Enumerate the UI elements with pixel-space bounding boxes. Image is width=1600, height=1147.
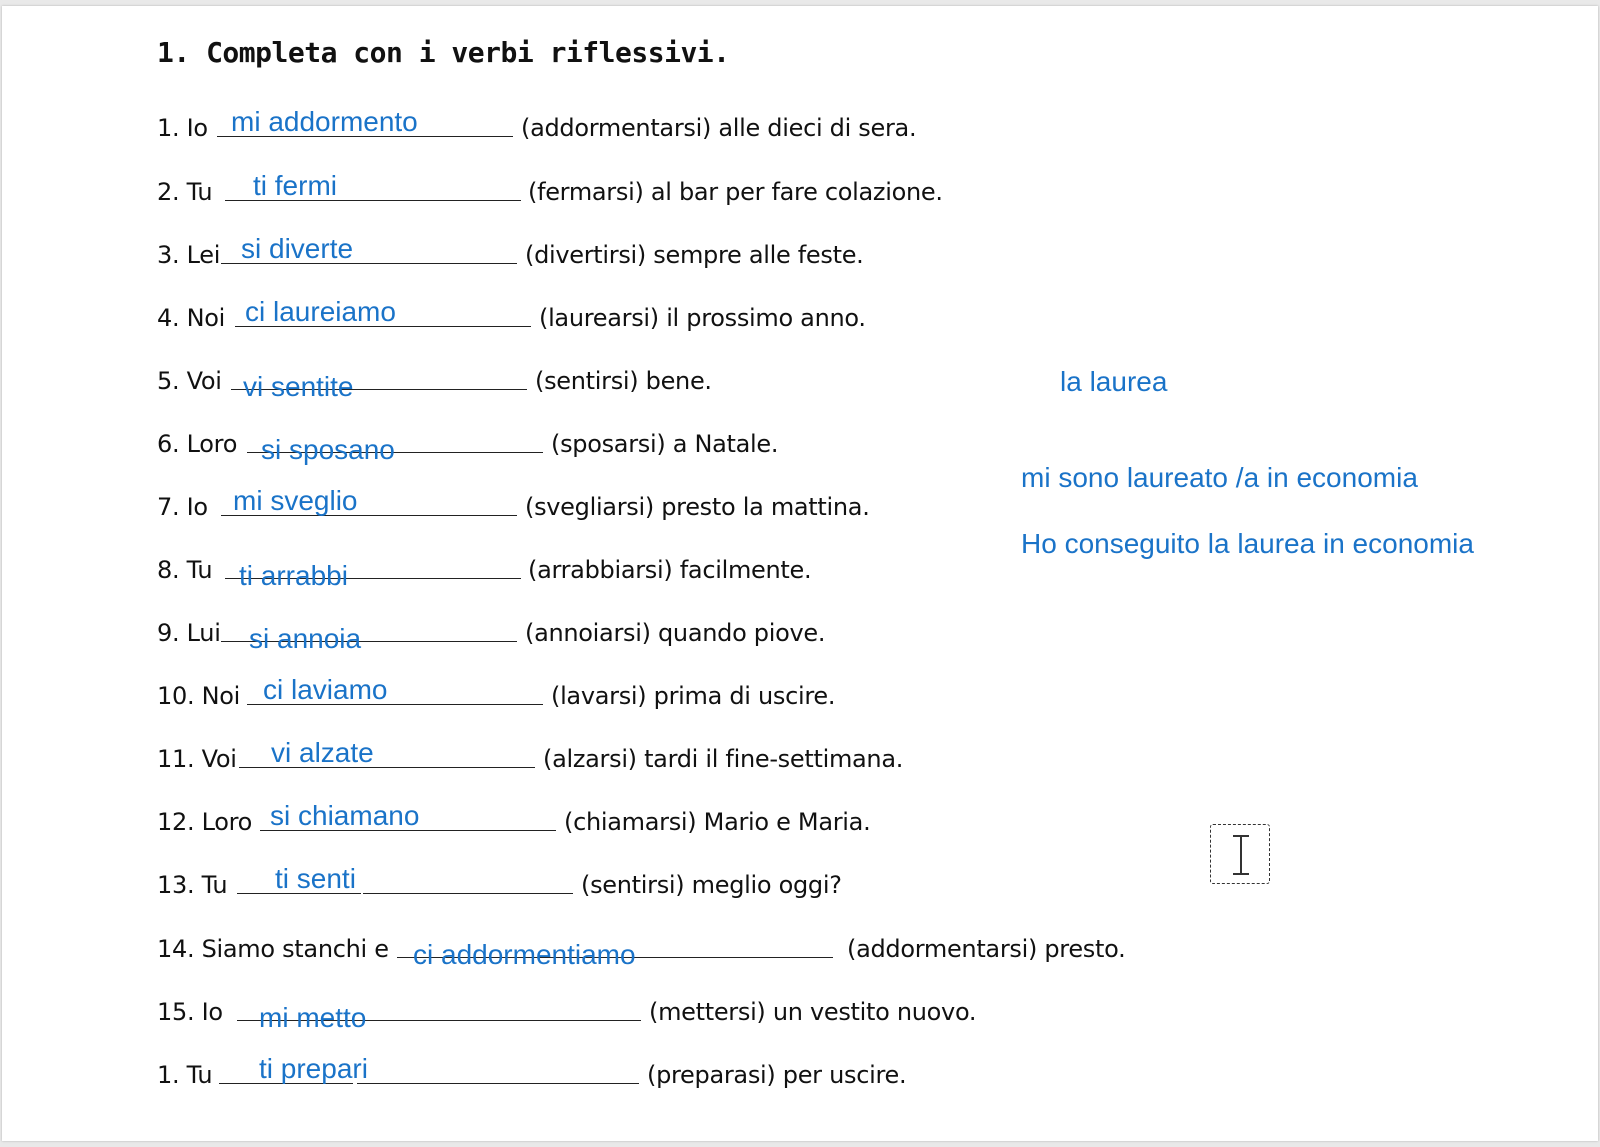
row-hint: (divertirsi) sempre alle feste. [525, 241, 864, 269]
answer-blank[interactable] [221, 229, 517, 264]
answer-text: si diverte [241, 233, 354, 264]
row-hint: (preparasi) per uscire. [647, 1061, 907, 1089]
answer-text: mi sveglio [233, 485, 358, 516]
answer-text: si annoia [249, 623, 362, 654]
worksheet-page [2, 6, 1598, 1141]
answer-blank-extension [363, 859, 573, 894]
row-prefix: 14. Siamo stanchi e [157, 935, 389, 963]
row-prefix: 10. Noi [157, 682, 241, 710]
answer-blank[interactable] [237, 859, 361, 894]
row-hint: (laurearsi) il prossimo anno. [539, 304, 866, 332]
answer-blank[interactable] [237, 986, 641, 1033]
answer-blank[interactable] [239, 733, 535, 768]
text-box-placeholder[interactable] [1210, 824, 1270, 884]
answer-text: ti prepari [259, 1053, 368, 1084]
answer-blank[interactable] [247, 418, 543, 465]
answer-text: vi sentite [243, 371, 354, 402]
row-hint: (svegliarsi) presto la mattina. [525, 493, 870, 521]
answer-blank-extension [357, 1049, 639, 1084]
row-prefix: 13. Tu [157, 871, 228, 899]
side-note-conseguito: Ho conseguito la laurea in economia [1021, 528, 1474, 559]
answer-text: vi alzate [271, 737, 374, 768]
row-hint: (mettersi) un vestito nuovo. [649, 998, 977, 1026]
answer-blank[interactable] [225, 166, 521, 201]
row-hint: (fermarsi) al bar per fare colazione. [528, 178, 943, 206]
answer-blank[interactable] [247, 670, 543, 705]
row-prefix: 5. Voi [157, 367, 222, 395]
row-prefix: 2. Tu [157, 178, 213, 206]
row-prefix: 11. Voi [157, 745, 237, 773]
answer-blank[interactable] [260, 796, 556, 831]
row-prefix: 8. Tu [157, 556, 213, 584]
row-hint: (sentirsi) bene. [535, 367, 712, 395]
answer-text: ti arrabbi [239, 560, 348, 591]
answer-text: ci laureiamo [245, 296, 396, 327]
answer-blank[interactable] [235, 292, 531, 327]
row-hint: (annoiarsi) quando piove. [525, 619, 826, 647]
answer-text: mi metto [259, 1002, 367, 1033]
row-hint: (addormentarsi) alle dieci di sera. [521, 114, 917, 142]
text-cursor-icon [1229, 833, 1253, 877]
side-note-laureato: mi sono laureato /a in economia [1021, 462, 1418, 493]
answer-blank[interactable] [217, 102, 513, 137]
row-prefix: 7. Io [157, 493, 208, 521]
answer-blank[interactable] [219, 1049, 368, 1084]
row-hint: (sposarsi) a Natale. [551, 430, 779, 458]
row-hint: (alzarsi) tardi il fine-settimana. [543, 745, 904, 773]
answer-blank[interactable] [231, 355, 527, 402]
exercise-heading: 1. Completa con i verbi riflessivi. [157, 36, 730, 69]
answer-text: si sposano [261, 434, 395, 465]
answer-text: ti fermi [253, 170, 337, 201]
row-hint: (lavarsi) prima di uscire. [551, 682, 836, 710]
row-prefix: 9. Lui [157, 619, 221, 647]
row-prefix: 4. Noi [157, 304, 226, 332]
row-hint: (sentirsi) meglio oggi? [581, 871, 842, 899]
answer-blank[interactable] [221, 481, 517, 516]
row-hint: (addormentarsi) presto. [847, 935, 1126, 963]
row-prefix: 15. Io [157, 998, 223, 1026]
row-prefix: 1. Tu [157, 1061, 213, 1089]
answer-blank[interactable] [397, 923, 833, 970]
row-prefix: 3. Lei [157, 241, 221, 269]
row-hint: (arrabbiarsi) facilmente. [528, 556, 812, 584]
row-prefix: 6. Loro [157, 430, 238, 458]
answer-text: ti senti [275, 863, 356, 894]
answer-text: ci laviamo [263, 674, 388, 705]
row-prefix: 12. Loro [157, 808, 253, 836]
answer-blank[interactable] [221, 607, 517, 654]
answer-text: ci addormentiamo [413, 939, 636, 970]
answer-text: mi addormento [231, 106, 418, 137]
row-hint: (chiamarsi) Mario e Maria. [564, 808, 871, 836]
answer-blank[interactable] [225, 544, 521, 591]
answer-text: si chiamano [270, 800, 420, 831]
row-prefix: 1. Io [157, 114, 208, 142]
side-note-la-laurea: la laurea [1060, 366, 1168, 397]
